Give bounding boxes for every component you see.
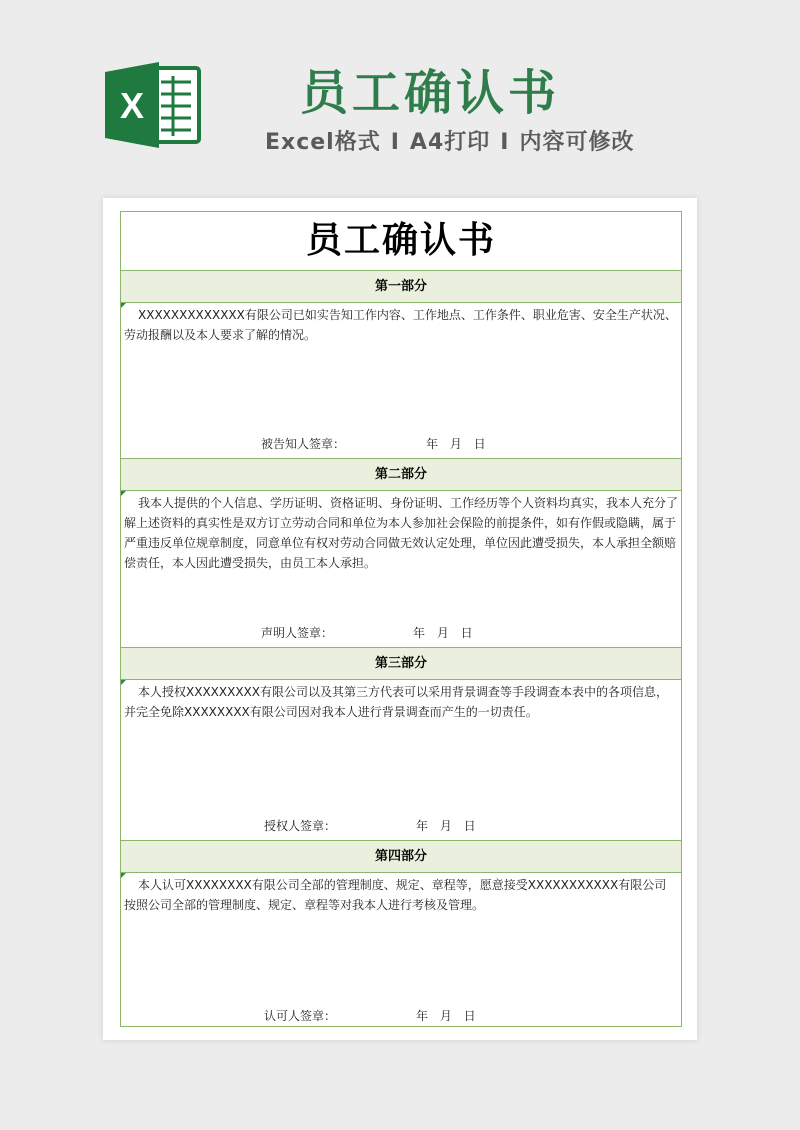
section-body-2	[121, 491, 681, 648]
banner-separator: I	[390, 130, 400, 155]
banner-separator: I	[500, 130, 510, 155]
svg-text:X: X	[119, 85, 145, 126]
section-heading-3: 第三部分	[121, 648, 681, 680]
date-label-4: 年 月 日	[416, 1009, 476, 1023]
section-body-1	[121, 303, 681, 459]
section-heading-1: 第一部分	[121, 271, 681, 303]
section-heading-4: 第四部分	[121, 841, 681, 873]
signature-label-4: 认可人签章：	[264, 1009, 337, 1023]
signature-label-3: 授权人签章：	[264, 819, 337, 833]
document-page	[103, 198, 697, 1040]
section-text-2: 我本人提供的个人信息、学历证明、资格证明、身份证明、工作经历等个人资料均真实，我本人充分了解上述资料的真实性是双方订立劳动合同和单位为本人参加社会保险的前提条件，如有作假或隐瞒，属于严重违反单位规章制度，同意单位有权对劳动合同做无效认定处理，单位因此遭受损失，本人承担全额赔偿责任，本人因此遭受损失，由员工本人承担。	[124, 496, 679, 570]
signature-label-1: 被告知人签章：	[261, 437, 346, 451]
banner-subtitle	[265, 125, 634, 161]
banner-sub-format: Excel格式	[265, 130, 381, 155]
banner-sub-edit: 内容可修改	[519, 130, 635, 155]
signature-label-2: 声明人签章：	[261, 626, 334, 640]
banner-sub-print: A4打印	[409, 130, 491, 155]
section-body-4	[121, 873, 681, 1030]
section-text-3: 本人授权XXXXXXXXX有限公司以及其第三方代表可以采用背景调查等手段调查本表中的各项信息，并完全免除XXXXXXXX有限公司因对我本人进行背景调查而产生的一切责任。	[124, 685, 668, 719]
excel-logo-icon	[103, 60, 203, 150]
section-heading-2: 第二部分	[121, 459, 681, 491]
date-label-3: 年 月 日	[416, 819, 476, 833]
section-text-4: 本人认可XXXXXXXX有限公司全部的管理制度、规定、章程等，愿意接受XXXXXXXXXXX有限公司按照公司全部的管理制度、规定、章程等对我本人进行考核及管理。	[124, 878, 667, 912]
date-label-1: 年 月 日	[426, 437, 486, 451]
banner-title: 员工确认书	[300, 65, 561, 121]
confirmation-form	[120, 211, 682, 1027]
section-body-3	[121, 680, 681, 841]
date-label-2: 年 月 日	[413, 626, 473, 640]
header-banner	[0, 0, 800, 190]
section-text-1: XXXXXXXXXXXXX有限公司已如实告知工作内容、工作地点、工作条件、职业危害、安全生产状况、劳动报酬以及本人要求了解的情况。	[124, 308, 677, 342]
form-title: 员工确认书	[121, 212, 681, 271]
